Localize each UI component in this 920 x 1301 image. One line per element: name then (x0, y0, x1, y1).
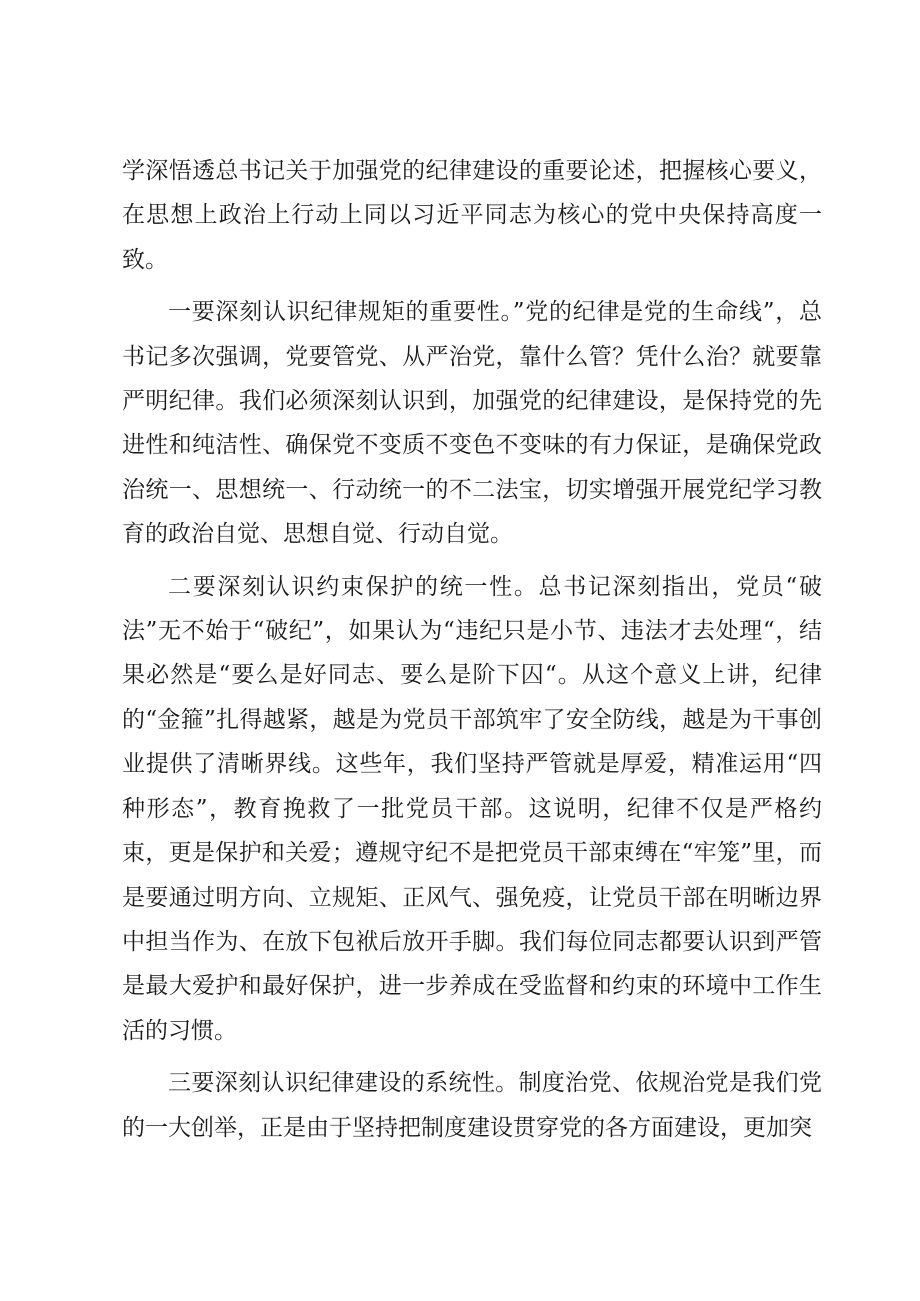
paragraph-systematic-discipline: 三要深刻认识纪律建设的系统性。制度治党、依规治党是我们党的一大创举，正是由于坚持把制度建设贯穿党的各方面建设，更加突 (122, 1070, 822, 1141)
paragraph-continuation: 学深悟透总书记关于加强党的纪律建设的重要论述，把握核心要义，在思想上政治上行动上同以习近平同志为核心的党中央保持高度一致。 (122, 158, 822, 273)
document-body (122, 149, 822, 1158)
paragraph-constraint-and-protection: 二要深刻认识约束保护的统一性。总书记深刻指出，党员“破法”无不始于“破纪”，如果认为“违纪只是小节、违法才去处理“，结果必然是“要么是好同志、要么是阶下囚“。从这个意义上讲，纪律的“金箍”扎得越紧，越是为党员干部筑牢了安全防线，越是为干事创业提供了清晰界线。这些年，我们坚持严管就是厚爱，精准运用“四种形态”，教育挽救了一批党员干部。这说明，纪律不仅是严格约束，更是保护和关爱；遵规守纪不是把党员干部束缚在“牢笼”里，而是要通过明方向、立规矩、正风气、强免疫，让党员干部在明晰边界中担当作为、在放下包袱后放开手脚。我们每位同志都要认识到严管是最大爱护和最好保护，进一步养成在受监督和约束的环境中工作生活的习惯。 (122, 573, 822, 1044)
paragraph-importance-of-discipline: 一要深刻认识纪律规矩的重要性。”党的纪律是党的生命线”，总书记多次强调，党要管党、从严治党，靠什么管？凭什么治？就要靠严明纪律。我们必须深刻认识到，加强党的纪律建设，是保持党的先进性和纯洁性、确保党不变质不变色不变味的有力保证，是确保党政治统一、思想统一、行动统一的不二法宝，切实增强开展党纪学习教育的政治自觉、思想自觉、行动自觉。 (122, 299, 822, 548)
